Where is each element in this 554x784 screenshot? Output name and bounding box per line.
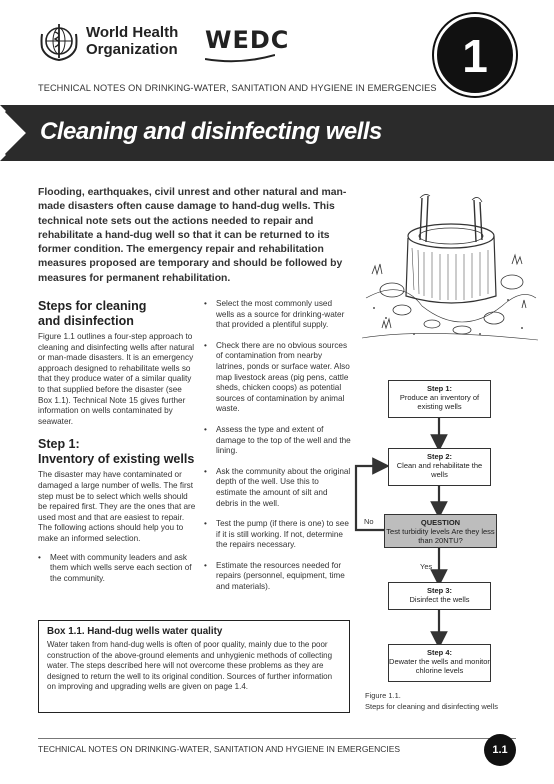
footer-rule [38, 738, 516, 739]
list-item: • Meet with community leaders and ask them which wells serve each section of the community. [38, 553, 196, 585]
series-title: TECHNICAL NOTES ON DRINKING-WATER, SANITATION AND HYGIENE IN EMERGENCIES [38, 83, 437, 93]
left-column [38, 299, 196, 594]
box-title: Box 1.1. Hand-dug wells water quality [47, 626, 223, 637]
list-item: • Ask the community about the original depth of the well. Use this to estimate the amount of silt and debris in the well. [204, 467, 352, 509]
flow-step-3: Step 3: Disinfect the wells [388, 582, 491, 610]
section-heading: Steps for cleaning and disinfection [38, 299, 147, 328]
box-body: Water taken from hand-dug wells is often of poor quality, mainly due to the poor construction of the above-ground elements and unhygienic methods of collecting water. The steps described here will not overcome these problems as they are designed to return the well to its original condition. Sources of further information on improving and upgrading wells are given on page 1.4. [47, 640, 333, 691]
partner-logo: WEDC [205, 26, 290, 54]
flow-no-label: No [364, 517, 374, 526]
section-body: Figure 1.1 outlines a four-step approach to cleaning and disinfecting wells after natural or man-made disasters. It is an emergency approach designed to rehabilitate wells so that they produce water of a similar quality to that supplied before the disaster (see Box 1.1). Technical Note 15 gives further information on wells contaminated by seawater. [38, 332, 195, 426]
step1-heading: Step 1: Inventory of existing wells [38, 437, 195, 467]
footer-series: TECHNICAL NOTES ON DRINKING-WATER, SANITATION AND HYGIENE IN EMERGENCIES [38, 744, 401, 754]
flow-step-2: Step 2: Clean and rehabilitate the wells [388, 448, 491, 486]
list-item: • Select the most commonly used wells as a source for drinking-water that provided a plentiful supply. [204, 299, 352, 331]
note-number: 1 [462, 30, 488, 82]
page-number-badge: 1.1 [484, 734, 516, 766]
flow-question: QUESTION Test turbidity levels Are they less than 20NTU? [384, 514, 497, 548]
who-emblem-icon [38, 20, 80, 62]
list-item: • Estimate the resources needed for repairs (personnel, equipment, time and materials). [204, 561, 352, 593]
flow-yes-label: Yes [420, 562, 433, 571]
middle-column [204, 299, 352, 603]
page-title: Cleaning and disinfecting wells [40, 118, 382, 145]
step1-bullets [38, 553, 196, 585]
list-item: • Test the pump (if there is one) to see if it is still working. If not, determine the repairs necessary. [204, 519, 352, 551]
intro-paragraph: Flooding, earthquakes, civil unrest and other natural and man-made disasters often cause damage to hand-dug wells. This technical note sets out the actions needed to repair and rehabilitate a hand-dug well so that it can be returned to its former condition. The emergency repair and rehabilitation measures proposed are temporary and should be followed by measures for permanent rehabilitation. [38, 187, 347, 284]
list-item: • Assess the type and extent of damage to the top of the well and the lining. [204, 425, 352, 457]
step1-bullets-continued [204, 299, 352, 593]
well-illustration [362, 178, 538, 344]
figure-caption: Figure 1.1. Steps for cleaning and disinfecting wells [365, 691, 498, 711]
list-item: • Check there are no obvious sources of contamination from nearby latrines, ponds or surface water. Also map livestock areas (pig pens, cattle sheds, chicken coops) as potential sources of contamination by animal waste. [204, 341, 352, 415]
wedc-swoosh-icon [205, 53, 275, 63]
step1-body: The disaster may have contaminated or damaged a large number of wells. The first step must be to select which wells should be repaired first. They are the ones that are used most and that are easiest to repair. The following actions should help you to make an informed selection. [38, 470, 196, 543]
flow-step-1: Step 1: Produce an inventory of existing wells [388, 380, 491, 418]
box-1-1 [38, 620, 350, 713]
org-name: World Health Organization [86, 24, 179, 58]
flow-step-4: Step 4: Dewater the wells and monitor chlorine levels [388, 644, 491, 682]
note-number-badge [434, 14, 516, 96]
